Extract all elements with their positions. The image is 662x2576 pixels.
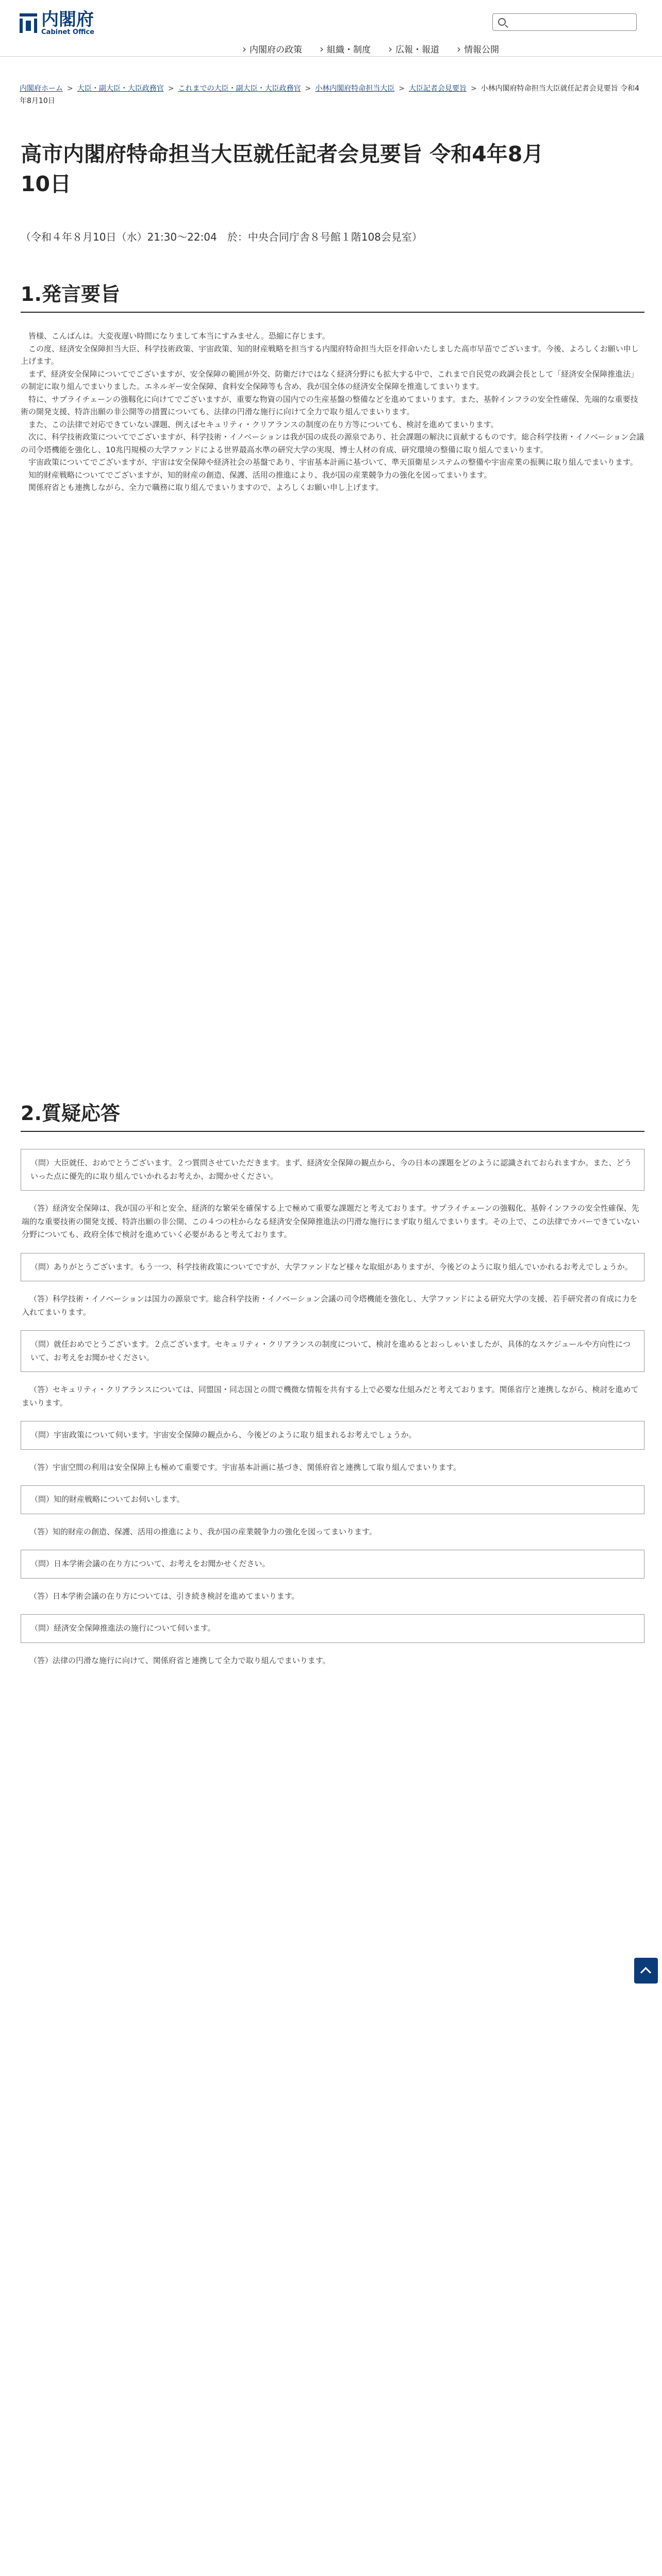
page-title: 高市内閣府特命担当大臣就任記者会見要旨 令和4年8月10日 [21,142,544,196]
breadcrumb-separator: > [168,84,174,93]
qa-list [21,1149,644,1679]
logo-text-jp: 内閣府 [41,9,94,30]
search-box [492,13,637,31]
logo-text-en: Cabinet Office [41,28,94,36]
breadcrumb-separator: > [399,84,405,93]
qa-question: （問）ありがとうございます。もう一つ、科学技術政策についてですが、大学ファンドなど様々な取組がありますが、今後どのように取り組んでいかれるお考えでしょうか。 [21,1253,644,1282]
qa-question: （問）経済安全保障推進法の施行について伺います。 [21,1614,644,1643]
gnav-item-policy[interactable]: › 内閣府の政策 [242,42,302,55]
breadcrumb-separator: > [67,84,73,93]
search-input[interactable] [509,16,633,28]
statement-paragraph: 皆様、こんばんは。大変夜遅い時間になりまして本当にすみません。恐縮に存じます。 [28,331,330,341]
qa-answer-text: （答）宇宙空間の利用は安全保障上も極めて重要です。宇宙基本計画に基づき、関係府省と連携して取り組んでまいります。 [29,1462,461,1472]
qa-question: （問）宇宙政策について伺います。宇宙安全保障の観点から、今後どのように取り組まれるお考えでしょうか。 [21,1421,644,1450]
qa-answer [21,1293,644,1319]
qa-answer [21,1202,644,1242]
breadcrumb [20,82,643,107]
qa-answer [21,1461,644,1475]
qa-question: （問）大臣就任、おめでとうございます。２つ質問させていただきます。まず、経済安全保障の観点から、今の日本の課題をどのように認識されておられますか。また、どういった点に優先的に取り組んでいかれるお考えか、お聞かせください。 [21,1149,644,1191]
section-heading-statement: 1.発言要旨 [21,278,644,313]
statement-paragraph: 関係府省とも連携しながら、全力で職務に取り組んでまいりますので、よろしくお願い申し上げます。 [28,483,384,492]
qa-answer-text: （答）科学技術・イノベーションは国力の源泉です。総合科学技術・イノベーション会議の司令塔機能を強化し、大学ファンドによる研究大学の支援、若手研究者の育成に力を入れてまいります。 [22,1294,638,1317]
statement-paragraph: また、この法律で対応できていない課題、例えばセキュリティ・クリアランスの制度の在り方等についても、検討を進めてまいります。 [28,419,499,429]
qa-answer [21,1654,644,1668]
qa-answer-text: （答）日本学術会議の在り方については、引き続き検討を進めてまいります。 [29,1591,300,1601]
breadcrumb-ministers[interactable]: 大臣・副大臣・大臣政務官 [77,84,164,93]
qa-answer [21,1590,644,1603]
breadcrumb-home[interactable]: 内閣府ホーム [20,84,63,93]
gnav-item-disclosure[interactable]: › 情報公開 [457,42,499,55]
section-heading-qa: 2.質疑応答 [21,1097,644,1132]
qa-question: （問）知的財産戦略についてお伺いします。 [21,1485,644,1514]
statement-paragraph: 特に、サプライチェーンの強靱化に向けてでございますが、重要な物資の国内での生産基盤の整備などを進めてまいります。また、基幹インフラの安全性確保、先端的な重要技術の開発支援、特許出願の非公開等の措置についても、法律の円滑な施行に向けて全力で取り組んでまいります。 [21,394,638,416]
qa-answer-text: （答）経済安全保障は、我が国の平和と安全、経済的な繁栄を確保する上で極めて重要な課題だと考えております。サプライチェーンの強靱化、基幹インフラの安全性確保、先端的な重要技術の開発支援、特許出願の非公開、この４つの柱からなる経済安全保障推進法の円滑な施行にまず取り組んでまいります。その上で、この法律でカバーできていない分野についても、政府全体で検討を進めていく必要があると考えております。 [22,1204,640,1239]
statement-paragraph: 宇宙政策についてでございますが、宇宙は安全保障や経済社会の基盤であり、宇宙基本計画に基づいて、準天頂衛星システムの整備や宇宙産業の振興に取り組んでまいります。 [28,457,638,467]
breadcrumb-separator: > [470,84,477,93]
qa-answer-text: （答）セキュリティ・クリアランスについては、同盟国・同志国との間で機微な情報を共有する上で必要な仕組みだと考えております。関係省庁と連携しながら、検討を進めてまいります。 [22,1385,639,1408]
gnav-item-organization[interactable]: › 組織・制度 [320,42,371,55]
logo-mark-icon [20,13,37,33]
gnav-item-press[interactable]: › 広報・報道 [388,42,439,55]
qa-answer-text: （答）法律の円滑な施行に向けて、関係府省と連携して全力で取り組んでまいります。 [29,1655,330,1665]
breadcrumb-separator: > [305,84,311,93]
breadcrumb-minister-page[interactable]: 小林内閣府特命担当大臣 [315,84,395,93]
site-logo[interactable] [20,10,94,36]
qa-question: （問）就任おめでとうございます。２点ございます。セキュリティ・クリアランスの制度について、検討を進めるとおっしゃいましたが、具体的なスケジュールや方向性について、お考えをお聞かせください。 [21,1330,644,1372]
qa-answer [21,1383,644,1410]
qa-question: （問）日本学術会議の在り方について、お考えをお聞かせください。 [21,1550,644,1579]
search-icon[interactable] [498,18,506,26]
statement-paragraph: この度、経済安全保障担当大臣、科学技術政策、宇宙政策、知的財産戦略を担当する内閣府特命担当大臣を拝命いたしました高市早苗でございます。今後、よろしくお願い申し上げます。 [21,344,639,366]
global-nav [242,42,517,55]
statement-paragraph: 知的財産戦略についてでございますが、知的財産の創造、保護、活用の推進により、我が国の産業競争力の強化を図ってまいります。 [28,470,492,480]
breadcrumb-press-conferences[interactable]: 大臣記者会見要旨 [408,84,467,93]
qa-answer-text: （答）知的財産の創造、保護、活用の推進により、我が国の産業競争力の強化を図ってまいります。 [29,1527,377,1536]
statement-paragraph: まず、経済安全保障についてでございますが、安全保障の範囲が外交、防衛だけではなく経済分野にも拡大する中で、これまで自民党の政調会長として「経済安全保障推進法」の制定に取り組んでまいりました。エネルギー安全保障、食料安全保障等も含め、我が国全体の経済安全保障を推進してまいります。 [21,369,639,391]
site-header [0,0,662,57]
statement-paragraph: 次に、科学技術政策についてでございますが、科学技術・イノベーションは我が国の成長の源泉であり、社会課題の解決に貢献するものです。総合科学技術・イノベーション会議の司令塔機能を強化し、10兆円規模の大学ファンドによる世界最高水準の研究大学の実現、博士人材の育成、研究環境の整備に取り組んでまいります。 [21,432,644,454]
statement-body [21,330,644,494]
page-top-button[interactable] [634,1958,658,1984]
conference-meta: （令和４年８月10日（水）21:30～22:04 於：中央合同庁舎８号館１階108会見室） [21,231,422,243]
qa-answer [21,1526,644,1539]
breadcrumb-current: 小林内閣府特命担当大臣就任記者会見要旨 令和4年8月10日 [20,84,640,105]
breadcrumb-past-ministers[interactable]: これまでの大臣・副大臣・大臣政務官 [178,84,301,93]
